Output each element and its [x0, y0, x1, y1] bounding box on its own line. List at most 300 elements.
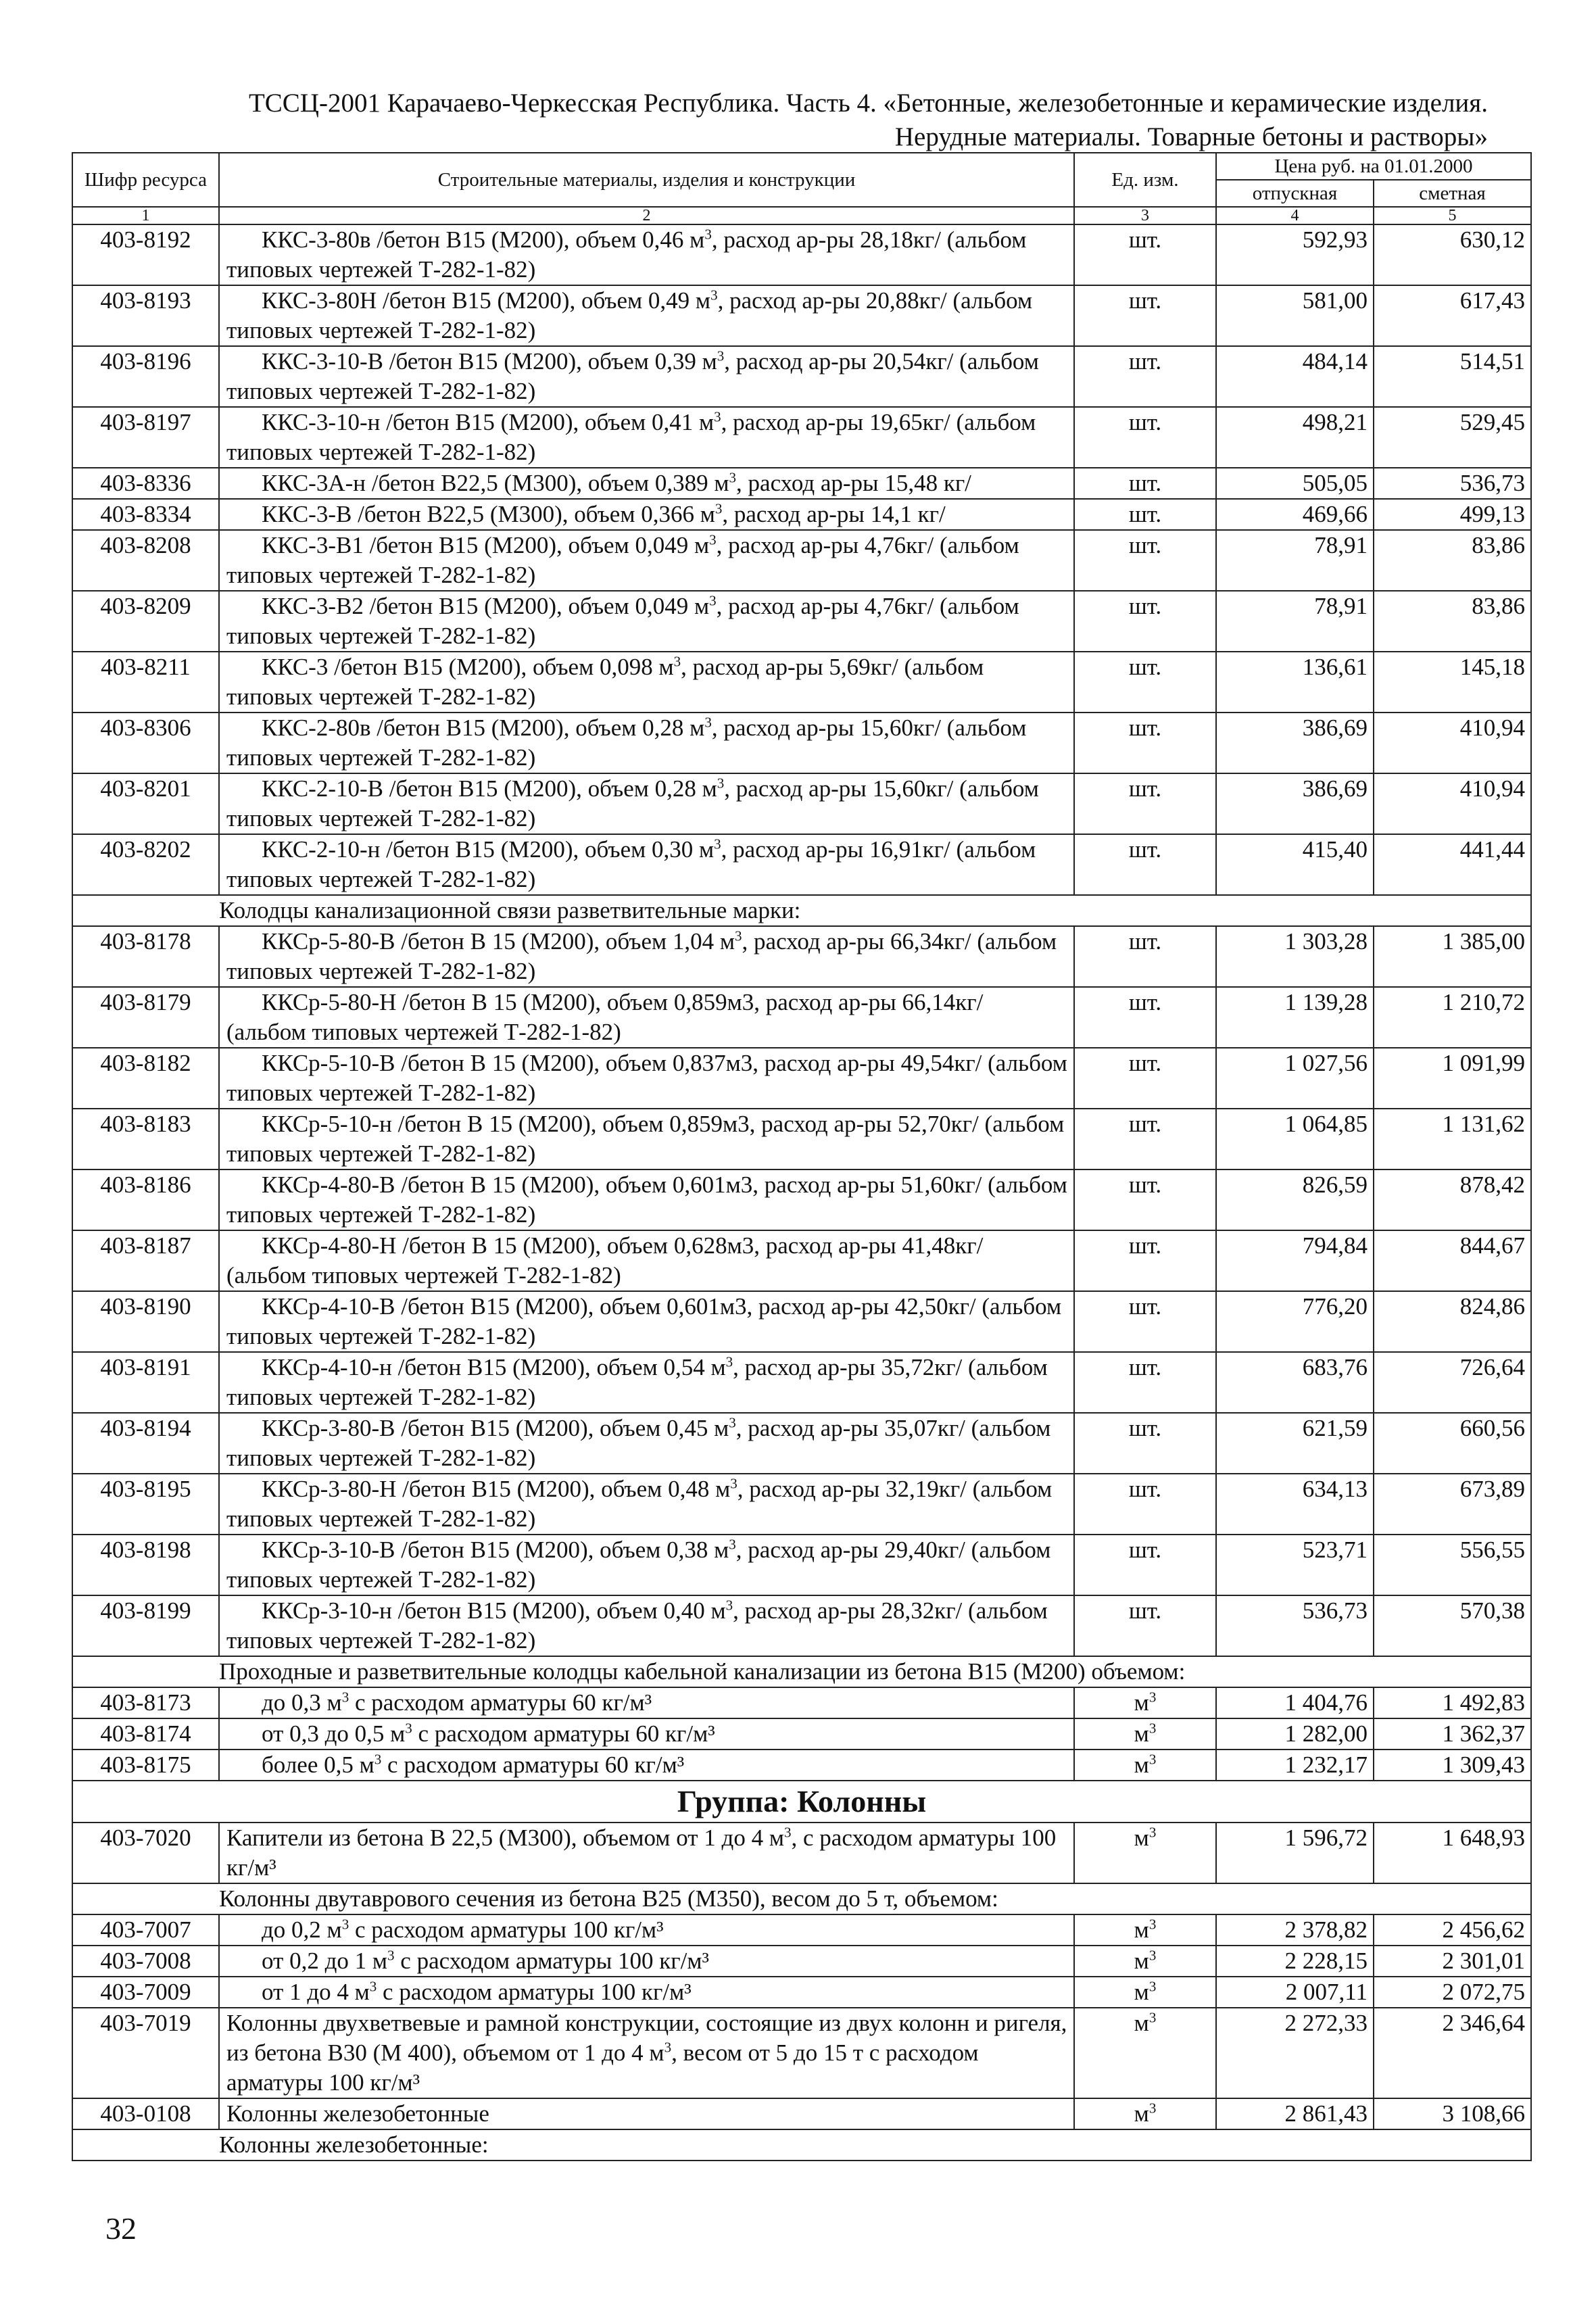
unit-cell [1074, 1109, 1216, 1169]
description-tail: , расход ар-ры 16,91кг/ (альбом типовых чертежей Т-282-1-82) [226, 836, 1036, 892]
item-description [219, 1352, 1074, 1413]
description-text: ККСр-3-80-В /бетон В15 (М200), объем 0,45 м [262, 1415, 729, 1441]
table-row [72, 2098, 1531, 2129]
cubic-superscript: 3 [725, 1353, 733, 1370]
resource-code: 403-7007 [72, 1914, 219, 1946]
cubic-superscript: 3 [717, 347, 725, 364]
table-row [72, 346, 1531, 407]
resource-code: 403-8198 [72, 1535, 219, 1595]
estimate-price: 536,73 [1374, 468, 1531, 499]
section-heading-row [72, 1883, 1531, 1914]
resource-code: 403-8195 [72, 1474, 219, 1535]
group-heading-row [72, 1781, 1531, 1823]
item-description [219, 1048, 1074, 1109]
unit-text: шт. [1128, 1597, 1162, 1624]
resource-code: 403-8183 [72, 1109, 219, 1169]
unit-cell [1074, 834, 1216, 895]
resource-code: 403-8174 [72, 1718, 219, 1750]
description-tail: , расход ар-ры 15,60кг/ (альбом типовых чертежей Т-282-1-82) [226, 715, 1027, 771]
column-number: 3 [1074, 207, 1216, 224]
cubic-superscript: 3 [664, 2039, 672, 2056]
release-price: 683,76 [1216, 1352, 1374, 1413]
unit-cell [1074, 1687, 1216, 1718]
cubic-superscript: 3 [704, 714, 712, 731]
cubic-superscript: 3 [405, 1720, 412, 1737]
item-description [219, 1823, 1074, 1883]
description-text: от 0,3 до 0,5 м [262, 1720, 406, 1747]
release-price: 1 303,28 [1216, 926, 1374, 987]
cubic-superscript: 3 [710, 287, 718, 304]
header-price: Цена руб. на 01.01.2000 [1216, 153, 1531, 180]
estimate-price: 410,94 [1374, 713, 1531, 773]
unit-text: шт. [1128, 715, 1162, 741]
unit-cell [1074, 407, 1216, 468]
estimate-price: 3 108,66 [1374, 2098, 1531, 2129]
unit-text: м [1134, 1916, 1149, 1943]
table-row [72, 1352, 1531, 1413]
description-text: ККСр-5-80-В /бетон В 15 (М200), объем 1,04 м [262, 928, 735, 955]
estimate-price: 2 072,75 [1374, 1977, 1531, 2008]
description-tail: , расход ар-ры 5,69кг/ (альбом типовых чертежей Т-282-1-82) [226, 654, 984, 710]
description-tail: , расход ар-ры 4,76кг/ (альбом типовых чертежей Т-282-1-82) [226, 593, 1019, 649]
unit-text: м [1134, 2100, 1149, 2127]
unit-cell [1074, 224, 1216, 285]
description-text: ККСр-4-10-н /бетон В15 (М200), объем 0,54 м [262, 1354, 726, 1380]
resource-code: 403-8334 [72, 499, 219, 530]
item-description [219, 1718, 1074, 1750]
column-number: 5 [1374, 207, 1531, 224]
header-name: Строительные материалы, изделия и конструкции [219, 153, 1074, 207]
resource-code: 403-7008 [72, 1946, 219, 1977]
release-price: 2 272,33 [1216, 2008, 1374, 2098]
unit-text: шт. [1128, 287, 1162, 314]
item-description [219, 1595, 1074, 1656]
unit-text: шт. [1128, 1111, 1162, 1137]
estimate-price: 2 301,01 [1374, 1946, 1531, 1977]
unit-cell [1074, 499, 1216, 530]
description-tail: , расход ар-ры 19,65кг/ (альбом типовых чертежей Т-282-1-82) [226, 409, 1036, 465]
cubic-superscript: 3 [341, 1689, 349, 1706]
cubic-superscript: 3 [735, 927, 742, 944]
cubic-superscript: 3 [341, 1916, 349, 1933]
unit-superscript: 3 [1148, 2009, 1157, 2026]
estimate-price: 878,42 [1374, 1169, 1531, 1230]
description-text: ККС-3А-н /бетон В22,5 (М300), объем 0,389 м [262, 470, 729, 496]
estimate-price: 1 309,43 [1374, 1750, 1531, 1781]
unit-superscript: 3 [1148, 2100, 1157, 2117]
item-description [219, 1977, 1074, 2008]
unit-cell [1074, 591, 1216, 652]
column-number: 1 [72, 207, 219, 224]
table-row [72, 1595, 1531, 1656]
description-text: ККС-3-В1 /бетон В15 (М200), объем 0,049 м [262, 532, 710, 558]
unit-text: шт. [1128, 775, 1162, 802]
table-row [72, 1230, 1531, 1291]
item-description [219, 1687, 1074, 1718]
description-tail: , расход ар-ры 14,1 кг/ [722, 501, 946, 527]
unit-text: м [1134, 2010, 1149, 2036]
estimate-price: 1 131,62 [1374, 1109, 1531, 1169]
unit-cell [1074, 285, 1216, 346]
description-text: Колонны двухветвевые и рамной конструкции, состоящие из двух колонн и ригеля, из бетона В30 (М 400), объемом от 1 до 4 м [226, 2010, 1067, 2066]
description-tail: , расход ар-ры 15,60кг/ (альбом типовых чертежей Т-282-1-82) [226, 775, 1039, 831]
item-description [219, 1535, 1074, 1595]
estimate-price: 1 385,00 [1374, 926, 1531, 987]
resource-code: 403-8175 [72, 1750, 219, 1781]
item-description [219, 1474, 1074, 1535]
unit-cell [1074, 652, 1216, 713]
table-row [72, 407, 1531, 468]
description-text: ККС-2-80в /бетон В15 (М200), объем 0,28 м [262, 715, 705, 741]
unit-text: шт. [1128, 1232, 1162, 1259]
header-unit: Ед. изм. [1074, 153, 1216, 207]
description-tail: , с расходом арматуры 100 кг/м³ [226, 1825, 1057, 1881]
description-text: до 0,2 м [262, 1916, 342, 1943]
unit-text: шт. [1128, 470, 1162, 496]
estimate-price: 83,86 [1374, 591, 1531, 652]
cubic-superscript: 3 [729, 469, 737, 486]
column-number: 4 [1216, 207, 1374, 224]
unit-text: шт. [1128, 348, 1162, 375]
release-price: 386,69 [1216, 773, 1374, 834]
resource-code: 403-7019 [72, 2008, 219, 2098]
resource-code: 403-8201 [72, 773, 219, 834]
resource-code: 403-8208 [72, 530, 219, 591]
resource-code: 403-8199 [72, 1595, 219, 1656]
unit-cell [1074, 1946, 1216, 1977]
unit-cell [1074, 1718, 1216, 1750]
column-number: 2 [219, 207, 1074, 224]
description-text: ККС-3-10-В /бетон В15 (М200), объем 0,39 м [262, 348, 717, 375]
cubic-superscript: 3 [784, 1824, 792, 1841]
description-text: ККСр-3-10-В /бетон В15 (М200), объем 0,38 м [262, 1537, 729, 1563]
description-text: ККСр-4-80-В /бетон В 15 (М200), объем 0,601м3, расход ар-ры 51,60кг/ (альбом типовых чертежей Т-282-1-82) [226, 1172, 1067, 1228]
description-text: ККСр-4-10-В /бетон В15 (М200), объем 0,601м3, расход ар-ры 42,50кг/ (альбом типовых чертежей Т-282-1-82) [226, 1293, 1062, 1349]
page-number: 32 [105, 2211, 137, 2246]
unit-text: шт. [1128, 1293, 1162, 1320]
header-code: Шифр ресурса [72, 153, 219, 207]
table-row [72, 224, 1531, 285]
item-description [219, 468, 1074, 499]
release-price: 2 007,11 [1216, 1977, 1374, 2008]
unit-superscript: 3 [1148, 1689, 1157, 1706]
estimate-price: 617,43 [1374, 285, 1531, 346]
resource-code: 403-8182 [72, 1048, 219, 1109]
description-tail: с расходом арматуры 100 кг/м³ [377, 1979, 692, 2005]
header-estimate: сметная [1374, 180, 1531, 207]
item-description [219, 1413, 1074, 1474]
estimate-price: 514,51 [1374, 346, 1531, 407]
item-description [219, 224, 1074, 285]
resource-code: 403-8211 [72, 652, 219, 713]
resource-code: 403-8186 [72, 1169, 219, 1230]
item-description [219, 346, 1074, 407]
resource-code: 403-8197 [72, 407, 219, 468]
unit-cell [1074, 1413, 1216, 1474]
header-release: отпускная [1216, 180, 1374, 207]
unit-text: шт. [1128, 409, 1162, 435]
resource-code: 403-8196 [72, 346, 219, 407]
table-row [72, 468, 1531, 499]
unit-text: шт. [1128, 1537, 1162, 1563]
estimate-price: 410,94 [1374, 773, 1531, 834]
unit-cell [1074, 346, 1216, 407]
release-price: 78,91 [1216, 530, 1374, 591]
table-row [72, 987, 1531, 1048]
item-description [219, 1109, 1074, 1169]
unit-cell [1074, 1535, 1216, 1595]
resource-code: 403-7009 [72, 1977, 219, 2008]
cubic-superscript: 3 [715, 500, 723, 517]
release-price: 592,93 [1216, 224, 1374, 285]
unit-text: м [1134, 1948, 1149, 1974]
estimate-price: 844,67 [1374, 1230, 1531, 1291]
unit-text: м [1134, 1720, 1149, 1747]
item-description [219, 2008, 1074, 2098]
description-tail: с расходом арматуры 100 кг/м³ [349, 1916, 664, 1943]
table-row [72, 1914, 1531, 1946]
table-row [72, 2008, 1531, 2098]
description-tail: , расход ар-ры 28,32кг/ (альбом типовых чертежей Т-282-1-82) [226, 1597, 1048, 1654]
release-price: 634,13 [1216, 1474, 1374, 1535]
unit-text: шт. [1128, 989, 1162, 1015]
unit-cell [1074, 530, 1216, 591]
resource-code: 403-8187 [72, 1230, 219, 1291]
estimate-price: 1 492,83 [1374, 1687, 1531, 1718]
section-heading: Колонны двутаврового сечения из бетона В25 (М350), весом до 5 т, объемом: [72, 1883, 1531, 1914]
table-row [72, 499, 1531, 530]
estimate-price: 145,18 [1374, 652, 1531, 713]
unit-cell [1074, 1750, 1216, 1781]
table-row [72, 926, 1531, 987]
estimate-price: 441,44 [1374, 834, 1531, 895]
release-price: 776,20 [1216, 1291, 1374, 1352]
release-price: 469,66 [1216, 499, 1374, 530]
unit-text: м [1134, 1825, 1149, 1851]
unit-superscript: 3 [1148, 1751, 1157, 1768]
table-row [72, 652, 1531, 713]
description-text: от 0,2 до 1 м [262, 1948, 388, 1974]
description-tail: , расход ар-ры 66,34кг/ (альбом типовых чертежей Т-282-1-82) [226, 928, 1057, 984]
cubic-superscript: 3 [709, 592, 717, 609]
unit-text: шт. [1128, 593, 1162, 619]
unit-cell [1074, 1977, 1216, 2008]
description-text: Капители из бетона В 22,5 (М300), объемом от 1 до 4 м [226, 1825, 784, 1851]
resource-code: 403-0108 [72, 2098, 219, 2129]
estimate-price: 2 346,64 [1374, 2008, 1531, 2098]
resource-code: 403-8190 [72, 1291, 219, 1352]
unit-cell [1074, 1914, 1216, 1946]
item-description [219, 834, 1074, 895]
release-price: 415,40 [1216, 834, 1374, 895]
unit-superscript: 3 [1148, 1824, 1157, 1841]
description-tail: , расход ар-ры 4,76кг/ (альбом типовых чертежей Т-282-1-82) [226, 532, 1019, 588]
description-text: ККС-2-10-н /бетон В15 (М200), объем 0,30 м [262, 836, 715, 863]
description-text: более 0,5 м [262, 1752, 374, 1778]
resource-code: 403-8336 [72, 468, 219, 499]
unit-text: м [1134, 1689, 1149, 1716]
release-price: 536,73 [1216, 1595, 1374, 1656]
estimate-price: 1 362,37 [1374, 1718, 1531, 1750]
item-description [219, 773, 1074, 834]
table-row [72, 591, 1531, 652]
estimate-price: 660,56 [1374, 1413, 1531, 1474]
item-description [219, 1946, 1074, 1977]
table-row [72, 1750, 1531, 1781]
unit-cell [1074, 1595, 1216, 1656]
unit-cell [1074, 713, 1216, 773]
description-tail: , расход ар-ры 15,48 кг/ [736, 470, 971, 496]
release-price: 2 378,82 [1216, 1914, 1374, 1946]
item-description [219, 2098, 1074, 2129]
description-tail: , расход ар-ры 32,19кг/ (альбом типовых чертежей Т-282-1-82) [226, 1476, 1053, 1532]
release-price: 1 027,56 [1216, 1048, 1374, 1109]
table-row [72, 1823, 1531, 1883]
estimate-price: 630,12 [1374, 224, 1531, 285]
resource-code: 403-8178 [72, 926, 219, 987]
cubic-superscript: 3 [714, 836, 721, 852]
description-text: ККСр-4-80-Н /бетон В 15 (М200), объем 0,628м3, расход ар-ры 41,48кг/ (альбом типовых чертежей Т-282-1-82) [226, 1232, 984, 1288]
unit-cell [1074, 2008, 1216, 2098]
item-description [219, 926, 1074, 987]
release-price: 581,00 [1216, 285, 1374, 346]
estimate-price: 570,38 [1374, 1595, 1531, 1656]
unit-text: шт. [1128, 226, 1162, 253]
cubic-superscript: 3 [387, 1947, 395, 1964]
description-text: ККС-2-10-В /бетон В15 (М200), объем 0,28 м [262, 775, 717, 802]
table-row [72, 1169, 1531, 1230]
unit-text: шт. [1128, 1050, 1162, 1076]
release-price: 1 282,00 [1216, 1718, 1374, 1750]
table-row [72, 1413, 1531, 1474]
unit-cell [1074, 1291, 1216, 1352]
release-price: 826,59 [1216, 1169, 1374, 1230]
item-description [219, 1169, 1074, 1230]
release-price: 1 064,85 [1216, 1109, 1374, 1169]
title-line-2: Нерудные материалы. Товарные бетоны и растворы» [894, 122, 1488, 151]
cubic-superscript: 3 [673, 653, 681, 670]
description-tail: , расход ар-ры 29,40кг/ (альбом типовых чертежей Т-282-1-82) [226, 1537, 1051, 1593]
cubic-superscript: 3 [704, 226, 712, 243]
release-price: 1 404,76 [1216, 1687, 1374, 1718]
title-line-1: ТССЦ-2001 Карачаево-Черкесская Республика. Часть 4. «Бетонные, железобетонные и керамические изделия. [248, 89, 1488, 118]
description-tail: с расходом арматуры 60 кг/м³ [349, 1689, 652, 1716]
unit-superscript: 3 [1148, 1720, 1157, 1737]
estimate-price: 673,89 [1374, 1474, 1531, 1535]
item-description [219, 1291, 1074, 1352]
resource-code: 403-8202 [72, 834, 219, 895]
description-tail: , расход ар-ры 35,72кг/ (альбом типовых чертежей Т-282-1-82) [226, 1354, 1048, 1410]
table-row [72, 713, 1531, 773]
release-price: 1 139,28 [1216, 987, 1374, 1048]
table-row [72, 285, 1531, 346]
release-price: 2 861,43 [1216, 2098, 1374, 2129]
unit-cell [1074, 1352, 1216, 1413]
description-tail: с расходом арматуры 100 кг/м³ [394, 1948, 710, 1974]
cubic-superscript: 3 [730, 1475, 737, 1492]
description-text: ККСр-5-10-н /бетон В 15 (М200), объем 0,859м3, расход ар-ры 52,70кг/ (альбом типовых чертежей Т-282-1-82) [226, 1111, 1065, 1167]
release-price: 794,84 [1216, 1230, 1374, 1291]
section-heading: Проходные и разветвительные колодцы кабельной канализации из бетона В15 (М200) объемом: [72, 1656, 1531, 1687]
table-row [72, 1109, 1531, 1169]
table-row [72, 1977, 1531, 2008]
unit-cell [1074, 468, 1216, 499]
item-description [219, 591, 1074, 652]
release-price: 2 228,15 [1216, 1946, 1374, 1977]
section-heading-row [72, 1656, 1531, 1687]
table-row [72, 1687, 1531, 1718]
description-text: Колонны железобетонные [226, 2100, 489, 2127]
table-row [72, 1474, 1531, 1535]
description-text: ККС-3-10-н /бетон В15 (М200), объем 0,41 м [262, 409, 715, 435]
description-tail: , расход ар-ры 20,54кг/ (альбом типовых чертежей Т-282-1-82) [226, 348, 1039, 404]
description-text: ККСр-5-80-Н /бетон В 15 (М200), объем 0,859м3, расход ар-ры 66,14кг/ (альбом типовых чертежей Т-282-1-82) [226, 989, 984, 1045]
cubic-superscript: 3 [729, 1414, 736, 1431]
resource-code: 403-8306 [72, 713, 219, 773]
section-heading-row [72, 2129, 1531, 2161]
unit-text: шт. [1128, 1415, 1162, 1441]
release-price: 1 232,17 [1216, 1750, 1374, 1781]
cubic-superscript: 3 [369, 1978, 377, 1995]
description-tail: с расходом арматуры 60 кг/м³ [381, 1752, 685, 1778]
unit-cell [1074, 926, 1216, 987]
estimate-price: 1 210,72 [1374, 987, 1531, 1048]
release-price: 505,05 [1216, 468, 1374, 499]
unit-text: шт. [1128, 1172, 1162, 1198]
release-price: 498,21 [1216, 407, 1374, 468]
unit-superscript: 3 [1148, 1916, 1157, 1933]
table-row [72, 1535, 1531, 1595]
unit-text: шт. [1128, 928, 1162, 955]
item-description [219, 1914, 1074, 1946]
resource-code: 403-8179 [72, 987, 219, 1048]
table-row [72, 1048, 1531, 1109]
release-price: 621,59 [1216, 1413, 1374, 1474]
section-heading: Колонны железобетонные: [72, 2129, 1531, 2161]
item-description [219, 530, 1074, 591]
estimate-price: 726,64 [1374, 1352, 1531, 1413]
cubic-superscript: 3 [714, 408, 721, 425]
resource-code: 403-8194 [72, 1413, 219, 1474]
unit-text: шт. [1128, 501, 1162, 527]
unit-text: шт. [1128, 654, 1162, 680]
description-text: до 0,3 м [262, 1689, 342, 1716]
cubic-superscript: 3 [374, 1751, 382, 1768]
table-row [72, 1291, 1531, 1352]
item-description [219, 407, 1074, 468]
item-description [219, 1750, 1074, 1781]
unit-cell [1074, 1823, 1216, 1883]
cubic-superscript: 3 [725, 1597, 733, 1614]
unit-superscript: 3 [1148, 1947, 1157, 1964]
description-text: ККС-3-В2 /бетон В15 (М200), объем 0,049 м [262, 593, 710, 619]
description-text: ККС-3-80Н /бетон В15 (М200), объем 0,49 м [262, 287, 711, 314]
release-price: 484,14 [1216, 346, 1374, 407]
cubic-superscript: 3 [709, 531, 717, 548]
unit-text: шт. [1128, 1354, 1162, 1380]
estimate-price: 1 648,93 [1374, 1823, 1531, 1883]
description-tail: , расход ар-ры 35,07кг/ (альбом типовых чертежей Т-282-1-82) [226, 1415, 1051, 1471]
resource-code: 403-8209 [72, 591, 219, 652]
estimate-price: 499,13 [1374, 499, 1531, 530]
resource-code: 403-8173 [72, 1687, 219, 1718]
release-price: 78,91 [1216, 591, 1374, 652]
cubic-superscript: 3 [729, 1536, 736, 1553]
estimate-price: 824,86 [1374, 1291, 1531, 1352]
description-text: ККС-3-В /бетон В22,5 (М300), объем 0,366 м [262, 501, 715, 527]
price-table [72, 152, 1532, 2161]
item-description [219, 713, 1074, 773]
